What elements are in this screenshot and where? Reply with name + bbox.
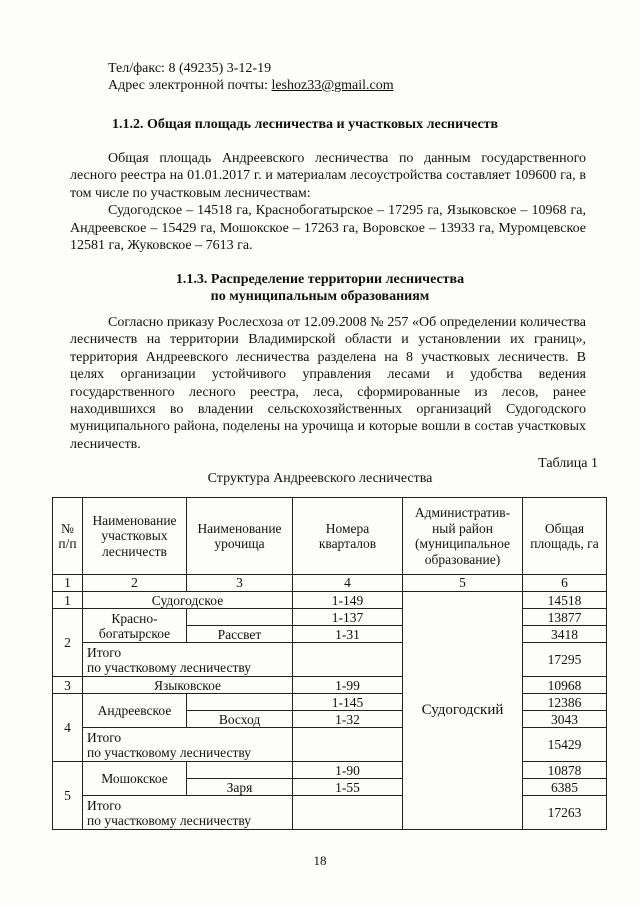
email-label: Адрес электронной почты:: [108, 78, 272, 93]
row-num: 3: [53, 677, 83, 694]
total-label-line1: Итого: [87, 644, 122, 660]
table-row: [53, 677, 607, 694]
tract-empty: [187, 609, 293, 626]
col-number: 1: [53, 575, 83, 592]
area: 6385: [523, 779, 607, 796]
quarters: 1-137: [293, 609, 403, 626]
header-tract: Наименование урочища: [187, 498, 293, 575]
table-row-total: [53, 796, 607, 830]
table-label: Таблица 1: [538, 456, 598, 471]
row-num: 4: [53, 694, 83, 762]
forestry-name: Судогодское: [83, 592, 293, 609]
section-112-para1: Общая площадь Андреевского лесничества по данным государственного лесного реестра на 01.01.2017 г. и материалам лесоустройства составляет 109600 га, в том числе по участковым лесничествам:: [70, 151, 586, 201]
tract-name: Заря: [187, 779, 293, 796]
section-113-heading-line1: 1.1.3. Распределение территории лесничества: [175, 272, 465, 287]
email-link[interactable]: leshoz33@gmail.com: [271, 78, 394, 93]
section-112-body: [70, 150, 586, 254]
area-total: 17263: [523, 796, 607, 830]
total-label-line1: Итого: [87, 797, 122, 813]
total-label-line2: по участковому лесничеству: [87, 812, 252, 828]
tract-name: Рассвет: [187, 626, 293, 643]
row-num: 1: [53, 592, 83, 609]
quarters: 1-99: [293, 677, 403, 694]
page-number: 18: [313, 853, 327, 868]
area: 10878: [523, 762, 607, 779]
col-number: 5: [403, 575, 523, 592]
tract-empty: [187, 762, 293, 779]
col-number: 2: [83, 575, 187, 592]
quarters: 1-90: [293, 762, 403, 779]
forestry-name: Языковское: [83, 677, 293, 694]
section-113-heading-line2: по муниципальным образованиям: [210, 289, 430, 304]
col-number: 3: [187, 575, 293, 592]
table-row-total: [53, 643, 607, 677]
section-113-para: Согласно приказу Рослесхоза от 12.09.2008 № 257 «Об определении количества лесничеств на территории Владимирской области и установлении их границ», территория Андреевского лесничества разделена на 8 участковых лесничеств. В целях организации устойчивого управления лесами и удобства ведения государственного лесного реестра, леса, сформированные из лесов, ранее находившихся во владении сельскохозяйственных организаций Судогодского муниципального района, поделены на урочища и которые вошли в состав участковых лесничеств.: [70, 315, 586, 452]
area: 3418: [523, 626, 607, 643]
total-label-line2: по участковому лесничеству: [87, 659, 252, 675]
total-label-line2: по участковому лесничеству: [87, 744, 252, 760]
area: 3043: [523, 711, 607, 728]
total-label: [83, 728, 293, 762]
phone-fax: Тел/факс: 8 (49235) 3-12-19: [108, 61, 272, 76]
header-area: Общая площадь, га: [523, 498, 607, 575]
tract-empty: [187, 694, 293, 711]
total-label: [83, 796, 293, 830]
column-number-row: [53, 575, 607, 592]
section-112-para2: Судогодское – 14518 га, Краснобогатырское – 17295 га, Языковское – 10968 га, Андреевское – 15429 га, Мошокское – 17263 га, Воровское – 13933 га, Муромцевское 12581 га, Жуковское – 7613 га.: [70, 203, 586, 254]
section-113-body: [70, 314, 586, 453]
row-num: 2: [53, 609, 83, 677]
col-number: 4: [293, 575, 403, 592]
email-line: [108, 77, 394, 94]
table-row: [53, 609, 607, 626]
quarters: 1-149: [293, 592, 403, 609]
header-num: № п/п: [53, 498, 83, 575]
table-title: Структура Андреевского лесничества: [207, 471, 433, 486]
area: 10968: [523, 677, 607, 694]
col-number: 6: [523, 575, 607, 592]
quarters: 1-55: [293, 779, 403, 796]
header-quarters: Номера кварталов: [293, 498, 403, 575]
quarters: 1-32: [293, 711, 403, 728]
forestry-name: Андреевское: [83, 694, 187, 728]
area: 13877: [523, 609, 607, 626]
total-label: [83, 643, 293, 677]
area-total: 15429: [523, 728, 607, 762]
area: 14518: [523, 592, 607, 609]
table-row: [53, 592, 607, 609]
header-forestry: Наименование участковых лесничеств: [83, 498, 187, 575]
table-row: [53, 762, 607, 779]
forestry-structure-table: [52, 497, 607, 830]
table-row-total: [53, 728, 607, 762]
area: 12386: [523, 694, 607, 711]
total-label-line1: Итого: [87, 729, 122, 745]
section-112-heading: 1.1.2. Общая площадь лесничества и участковых лесничеств: [112, 117, 499, 132]
table-row: [53, 694, 607, 711]
tract-name: Восход: [187, 711, 293, 728]
header-district: Административ-ный район (муниципальное образование): [403, 498, 523, 575]
row-num: 5: [53, 762, 83, 830]
forestry-name: Красно-богатырское: [83, 609, 187, 643]
quarters-empty: [293, 728, 403, 762]
district-cell: Судогодский: [403, 592, 523, 830]
quarters-empty: [293, 643, 403, 677]
quarters: 1-31: [293, 626, 403, 643]
quarters-empty: [293, 796, 403, 830]
forestry-name: Мошокское: [83, 762, 187, 796]
table-header-row: [53, 498, 607, 575]
quarters: 1-145: [293, 694, 403, 711]
area-total: 17295: [523, 643, 607, 677]
